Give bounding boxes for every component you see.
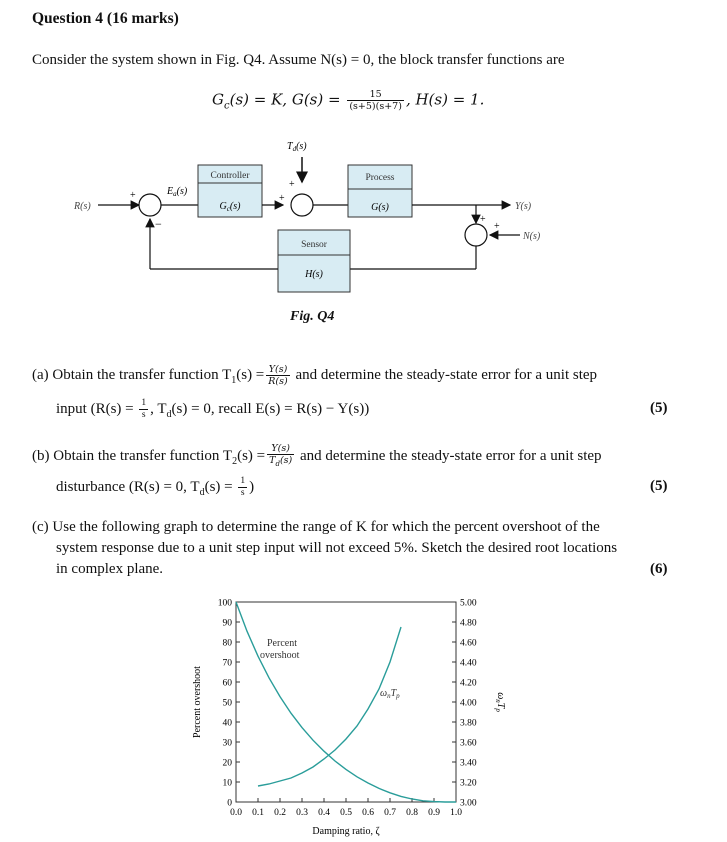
part-a-marks: (5)	[650, 400, 668, 416]
y-right-tick-label: 3.60	[460, 738, 477, 749]
y-left-tick-label: 60	[222, 678, 232, 689]
disturbance-label: $T_d(s)$	[287, 141, 307, 153]
x-tick-label: 0.7	[384, 808, 396, 818]
svg-text:Sensor: Sensor	[301, 240, 327, 250]
controller-tf: $G_c(s)$	[219, 201, 241, 213]
wntp-series-label: $\omega_nT_p$	[380, 688, 400, 700]
svg-text:Controller: Controller	[210, 171, 250, 181]
svg-text:+: +	[279, 193, 285, 204]
x-tick-label: 0.2	[274, 808, 286, 818]
output-label: Y(s)	[515, 201, 532, 212]
part-c-line3: in complex plane.	[56, 561, 164, 577]
x-tick-label: 0.9	[428, 808, 440, 818]
y-right-tick-label: 4.00	[460, 698, 477, 709]
y-right-tick-label: 4.80	[460, 618, 477, 629]
block-diagram	[60, 135, 580, 305]
svg-text:G(s): G(s)	[371, 202, 389, 213]
y-left-tick-label: 90	[222, 618, 232, 629]
x-tick-label: 0.0	[230, 808, 242, 818]
error-label: $E_a(s)$	[167, 186, 188, 198]
svg-text:+: +	[130, 190, 136, 201]
summing-junction-1	[139, 194, 161, 216]
overshoot-series-label-2: overshoot	[260, 650, 300, 661]
x-tick-label: 0.3	[296, 808, 308, 818]
question-intro: Consider the system shown in Fig. Q4. Assume N(s) = 0, the block transfer functions are	[32, 52, 565, 68]
y-right-tick-label: 3.80	[460, 718, 477, 729]
x-tick-label: 0.6	[362, 808, 374, 818]
part-b-line2: disturbance (R(s) = 0, $T_d(s)$ = $\frac{1}{s}$ )	[56, 476, 255, 498]
y-left-tick-label: 50	[222, 698, 232, 709]
chart-ylabel-right: $\omega_nT_p$	[494, 692, 506, 712]
transfer-functions: $G_c(s) = K$, G(s) = $\frac{15}{(s+5)(s+7)}$ , H(s) = 1.	[212, 89, 485, 112]
part-b-line1: (b) Obtain the transfer function $T_2(s)$ = $\frac{Y(s)}{T_d(s)}$ and determine the steady-state error for a unit step	[32, 443, 602, 468]
y-right-tick-label: 4.60	[460, 638, 477, 649]
y-left-tick-label: 80	[222, 638, 232, 649]
y-right-tick-label: 3.40	[460, 758, 477, 769]
svg-text:+: +	[494, 221, 500, 232]
overshoot-chart	[180, 590, 540, 840]
x-tick-label: 0.1	[252, 808, 264, 818]
svg-text:H(s): H(s)	[305, 269, 323, 280]
y-left-tick-label: 0	[227, 798, 232, 809]
summing-junction-2	[291, 194, 313, 216]
x-tick-label: 0.5	[340, 808, 352, 818]
chart-ylabel-left: Percent overshoot	[192, 666, 203, 738]
part-b-marks: (5)	[650, 478, 668, 494]
y-right-tick-label: 4.20	[460, 678, 477, 689]
y-right-tick-label: 5.00	[460, 598, 477, 609]
part-a-line2: input (R(s) = $\frac{1}{s}$ , $T_d(s) = 0$, recall E(s) = R(s) − Y(s))	[56, 398, 370, 420]
x-tick-label: 0.8	[406, 808, 418, 818]
x-tick-label: 1.0	[450, 808, 462, 818]
y-left-tick-label: 30	[222, 738, 232, 749]
noise-label: N(s)	[523, 231, 541, 242]
y-left-tick-label: 20	[222, 758, 232, 769]
question-header: Question 4 (16 marks)	[32, 10, 179, 27]
y-left-tick-label: 70	[222, 658, 232, 669]
svg-text:+: +	[289, 179, 295, 190]
y-left-tick-label: 100	[217, 598, 232, 609]
part-c-line1: (c) Use the following graph to determine the range of K for which the percent overshoot of the	[32, 519, 600, 535]
part-c-marks: (6)	[650, 561, 668, 577]
y-right-tick-label: 3.20	[460, 778, 477, 789]
x-tick-label: 0.4	[318, 808, 330, 818]
y-left-tick-label: 10	[222, 778, 232, 789]
overshoot-series-label: Percent	[267, 638, 297, 649]
part-c-line2: system response due to a unit step input will not exceed 5%. Sketch the desired root locations	[56, 540, 618, 556]
y-right-tick-label: 3.00	[460, 798, 477, 809]
summing-junction-3	[465, 224, 487, 246]
chart-plot-area	[236, 602, 456, 802]
input-label: R(s)	[74, 201, 91, 212]
y-left-tick-label: 40	[222, 718, 232, 729]
chart-xlabel: Damping ratio, ζ	[312, 826, 380, 837]
y-right-tick-label: 4.40	[460, 658, 477, 669]
svg-text:Process: Process	[365, 173, 395, 183]
figure-caption: Fig. Q4	[290, 309, 335, 324]
svg-text:+: +	[480, 214, 486, 225]
part-a-line1: (a) Obtain the transfer function $T_1(s)$ = $\frac{Y(s)}{R(s)}$ and determine the steady-state error for a unit step	[32, 364, 598, 387]
svg-text:−: −	[155, 217, 162, 231]
